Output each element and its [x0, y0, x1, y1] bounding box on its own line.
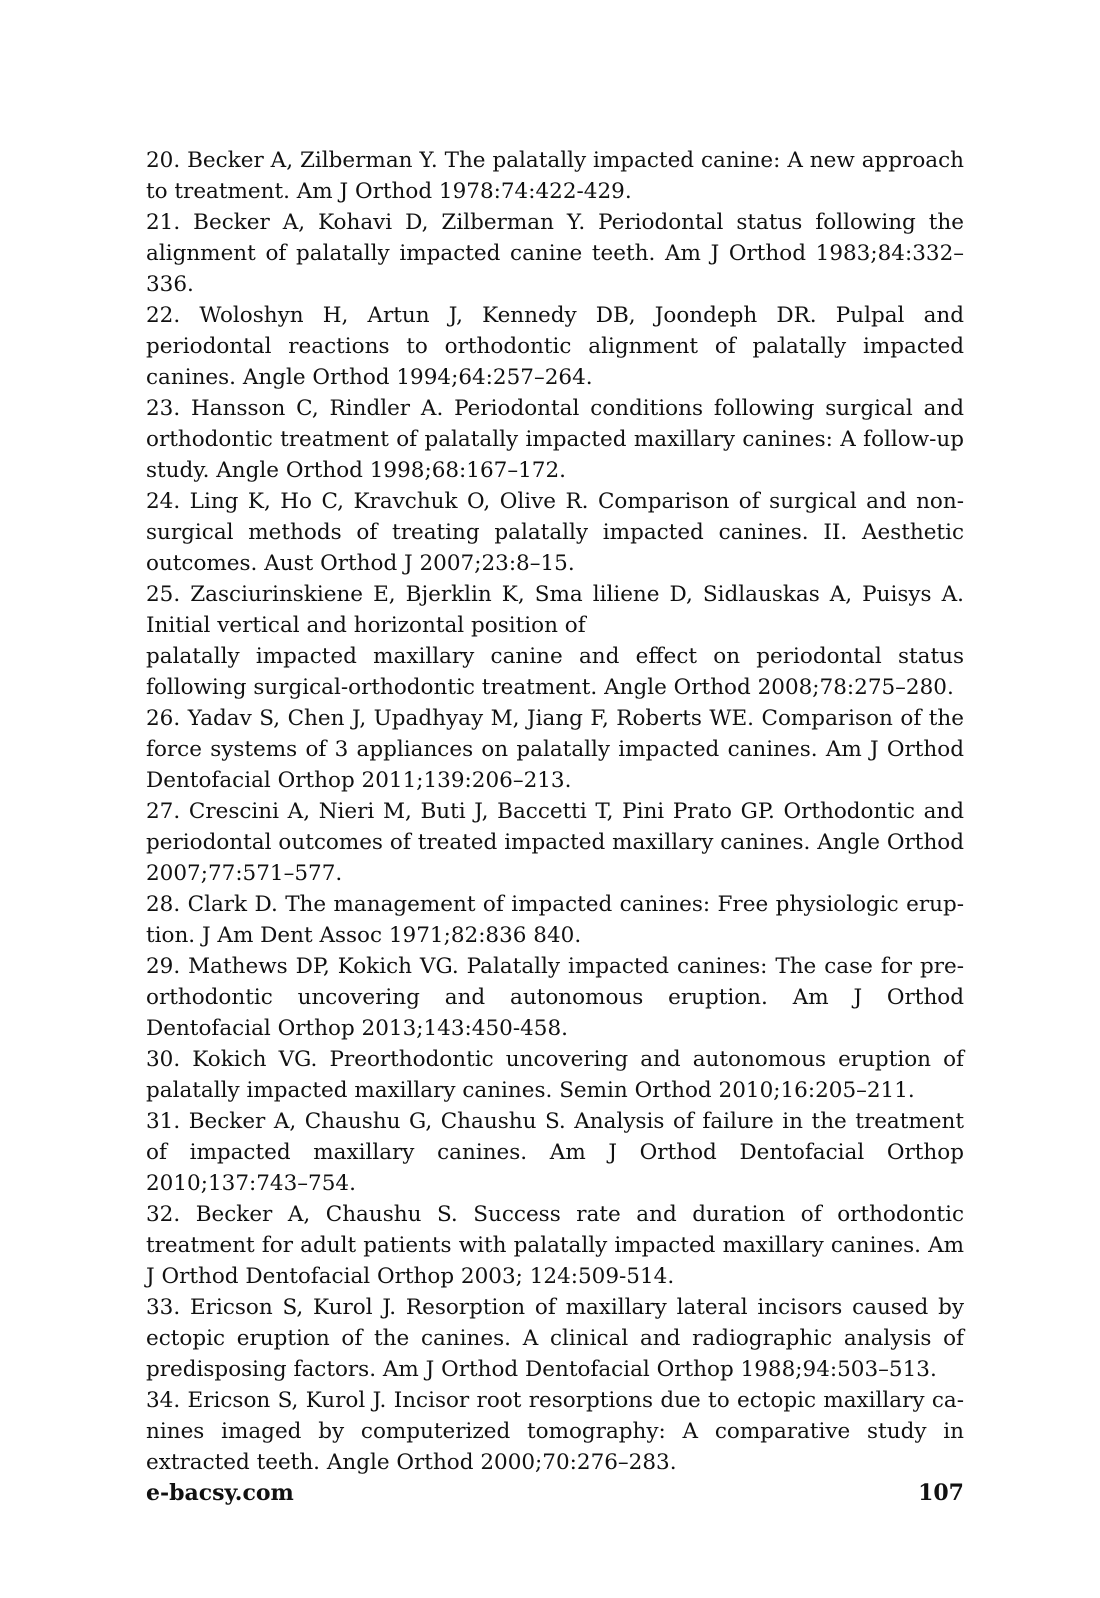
reference-item: 20. Becker A, Zilberman Y. The palatally impacted canine: A new approach to treatment. Am J Orthod 1978:74:422-429.	[146, 148, 964, 204]
reference-item: 28. Clark D. The management of impacted canines: Free physiologic eruption. J Am Dent Assoc 1971;82:836 840.	[146, 892, 964, 948]
reference-item: 34. Ericson S, Kurol J. Incisor root resorptions due to ectopic maxillary canines imaged by computerized tomography: A comparative study in extracted teeth. Angle Orthod 2000;70:276–283.	[146, 1388, 964, 1475]
reference-item: 27. Crescini A, Nieri M, Buti J, Baccetti T, Pini Prato GP. Orthodontic and periodontal outcomes of treated impacted maxillary canines. Angle Orthod 2007;77:571–577.	[146, 799, 964, 886]
reference-item: palatally impacted maxillary canine and effect on periodontal status following surgical-orthodontic treatment. Angle Orthod 2008;78:275–280.	[146, 644, 964, 700]
reference-item: 21. Becker A, Kohavi D, Zilberman Y. Periodontal status following the alignment of palatally impacted canine teeth. Am J Orthod 1983;84:332–336.	[146, 210, 964, 297]
reference-item: 33. Ericson S, Kurol J. Resorption of maxillary lateral incisors caused by ectopic eruption of the canines. A clinical and radiographic analysis of predisposing factors. Am J Orthod Dentofacial Orthop 1988;94:503–513.	[146, 1295, 964, 1382]
reference-item: 24. Ling K, Ho C, Kravchuk O, Olive R. Comparison of surgical and non-surgical methods of treating palatally impacted canines. II. Aesthetic outcomes. Aust Orthod J 2007;23:8–15.	[146, 489, 964, 576]
reference-item: 26. Yadav S, Chen J, Upadhyay M, Jiang F, Roberts WE. Comparison of the force systems of 3 appliances on palatally impacted canines. Am J Orthod Dentofacial Orthop 2011;139:206–213.	[146, 706, 964, 793]
reference-item: 31. Becker A, Chaushu G, Chaushu S. Analysis of failure in the treatment of impacted maxillary canines. Am J Orthod Dentofacial Orthop 2010;137:743–754.	[146, 1109, 964, 1196]
page-number: 107	[918, 1480, 964, 1506]
reference-item: 25. Zasciurinskiene E, Bjerklin K, Sma liliene D, Sidlauskas A, Puisys A. Initial vertical and horizontal position of	[146, 582, 964, 638]
reference-list	[146, 145, 964, 1478]
reference-item: 23. Hansson C, Rindler A. Periodontal conditions following surgical and orthodontic treatment of palatally impacted maxillary canines: A follow-up study. Angle Orthod 1998;68:167–172.	[146, 396, 964, 483]
page-footer	[146, 1477, 964, 1509]
reference-item: 30. Kokich VG. Preorthodontic uncovering and autonomous eruption of palatally impacted maxillary canines. Semin Orthod 2010;16:205–211.	[146, 1047, 964, 1103]
reference-item: 29. Mathews DP, Kokich VG. Palatally impacted canines: The case for pre-orthodontic uncovering and autonomous eruption. Am J Orthod Dentofacial Orthop 2013;143:450-458.	[146, 954, 964, 1041]
reference-item: 32. Becker A, Chaushu S. Success rate and duration of orthodontic treatment for adult patients with palatally impacted maxillary canines. Am J Orthod Dentofacial Orthop 2003; 124:509-514.	[146, 1202, 964, 1289]
reference-item: 22. Woloshyn H, Artun J, Kennedy DB, Joondeph DR. Pulpal and periodontal reactions to orthodontic alignment of palatally impacted canines. Angle Orthod 1994;64:257–264.	[146, 303, 964, 390]
website-label: e-bacsy.com	[146, 1480, 294, 1506]
